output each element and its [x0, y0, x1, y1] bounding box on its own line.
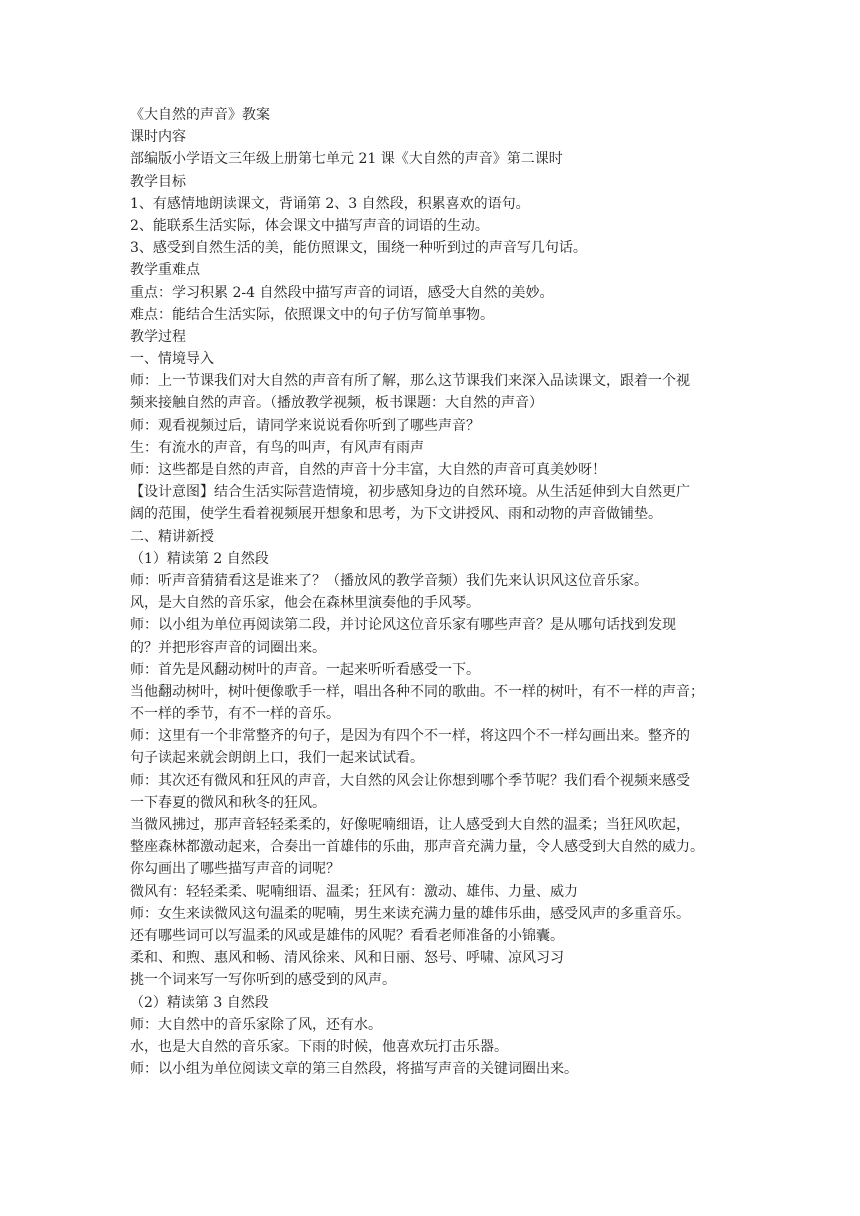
- text-line: （1）精读第 2 自然段: [130, 550, 269, 567]
- text-line: （2）精读第 3 自然段: [130, 994, 269, 1011]
- text-line: 教学重难点: [130, 262, 200, 279]
- text-line: 二、精讲新授: [130, 528, 214, 545]
- text-line: 2、能联系生活实际，体会课文中描写声音的词语的生动。: [130, 217, 489, 234]
- text-line: 的？并把形容声音的词圈出来。: [130, 639, 326, 656]
- text-line: 3、感受到自然生活的美，能仿照课文，围绕一种听到过的声音写几句话。: [130, 240, 587, 257]
- text-line: 生：有流水的声音，有鸟的叫声，有风声有雨声: [130, 439, 424, 456]
- text-line: 教学目标: [130, 173, 186, 190]
- text-line: 整座森林都激动起来，合奏出一首雄伟的乐曲，那声音充满力量，令人感受到大自然的威力。: [130, 839, 704, 856]
- text-line: 教学过程: [130, 328, 186, 345]
- text-line: 微风有：轻轻柔柔、呢喃细语、温柔；狂风有：激动、雄伟、力量、威力: [130, 883, 578, 900]
- text-line: 挑一个词来写一写你听到的感受到的风声。: [130, 972, 396, 989]
- text-line: 频来接触自然的声音。（播放教学视频，板书课题：大自然的声音）: [130, 395, 543, 412]
- document-body: [130, 104, 735, 1080]
- text-line: 句子读起来就会朗朗上口，我们一起来试试看。: [130, 750, 424, 767]
- text-line: 师：其次还有微风和狂风的声音，大自然的风会让你想到哪个季节呢？我们看个视频来感受: [130, 772, 690, 789]
- text-line: 阔的范围，使学生看着视频展开想象和思考，为下文讲授风、雨和动物的声音做铺垫。: [130, 506, 662, 523]
- text-line: 一下春夏的微风和秋冬的狂风。: [130, 794, 326, 811]
- text-line: 重点：学习积累 2-4 自然段中描写声音的词语，感受大自然的美妙。: [130, 284, 554, 301]
- text-line: 【设计意图】结合生活实际营造情境，初步感知身边的自然环境。从生活延伸到大自然更广: [130, 484, 690, 501]
- text-line: 你勾画出了哪些描写声音的词呢？: [130, 861, 340, 878]
- text-line: 师：观看视频过后，请同学来说说看你听到了哪些声音？: [130, 417, 480, 434]
- text-line: 师：大自然中的音乐家除了风，还有水。: [130, 1016, 382, 1033]
- text-line: 柔和、和煦、惠风和畅、清风徐来、风和日丽、怒号、呼啸、凉风习习: [130, 950, 564, 967]
- text-line: 当微风拂过，那声音轻轻柔柔的，好像呢喃细语，让人感受到大自然的温柔；当狂风吹起，: [130, 817, 690, 833]
- text-line: 风，是大自然的音乐家，他会在森林里演奏他的手风琴。: [130, 595, 480, 612]
- text-line: 一、情境导入: [130, 351, 214, 368]
- text-line: 还有哪些词可以写温柔的风或是雄伟的风呢？看看老师准备的小锦囊。: [130, 927, 564, 944]
- text-line: 部编版小学语文三年级上册第七单元 21 课《大自然的声音》第二课时: [130, 151, 563, 168]
- text-line: 当他翻动树叶，树叶便像歌手一样，唱出各种不同的歌曲。不一样的树叶，有不一样的声音；: [130, 683, 704, 700]
- text-line: 师：这些都是自然的声音，自然的声音十分丰富，大自然的声音可真美妙呀！: [130, 462, 606, 478]
- text-line: 水，也是大自然的音乐家。下雨的时候，他喜欢玩打击乐器。: [130, 1038, 508, 1055]
- text-line: 师：上一节课我们对大自然的声音有所了解，那么这节课我们来深入品读课文，跟着一个视: [130, 373, 690, 390]
- text-line: 师：以小组为单位阅读文章的第三自然段，将描写声音的关键词圈出来。: [130, 1061, 578, 1078]
- text-line: 不一样的季节，有不一样的音乐。: [130, 706, 340, 723]
- text-line: 师：听声音猜猜看这是谁来了？（播放风的教学音频）我们先来认识风这位音乐家。: [130, 572, 648, 589]
- text-line: 《大自然的声音》教案: [130, 107, 270, 123]
- text-line: 课时内容: [130, 129, 186, 146]
- text-line: 师：以小组为单位再阅读第二段，并讨论风这位音乐家有哪些声音？是从哪句话找到发现: [130, 617, 676, 634]
- text-line: 师：首先是风翻动树叶的声音。一起来听听看感受一下。: [130, 661, 480, 678]
- text-line: 难点：能结合生活实际，依照课文中的句子仿写简单事物。: [130, 306, 494, 323]
- text-line: 师：这里有一个非常整齐的句子，是因为有四个不一样，将这四个不一样勾画出来。整齐的: [130, 728, 690, 745]
- text-line: 1、有感情地朗读课文，背诵第 2、3 自然段，积累喜欢的语句。: [130, 195, 530, 212]
- text-line: 师：女生来读微风这句温柔的呢喃，男生来读充满力量的雄伟乐曲，感受风声的多重音乐。: [130, 905, 690, 922]
